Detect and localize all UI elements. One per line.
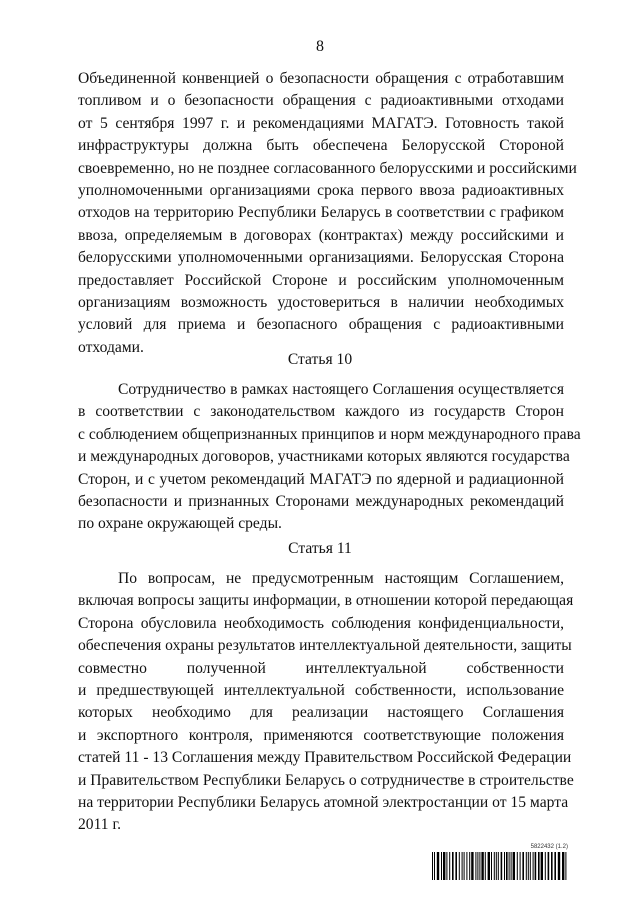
text-line: предоставляет Российской Стороне и российским уполномоченным [78,271,564,289]
text-line: с соблюдением общепризнанных принципов и норм международного права [78,425,581,443]
text-line: и международных договоров, участниками которых являются государства [78,448,570,466]
text-line: безопасности и признанных Сторонами международных рекомендаций [78,493,564,511]
text-line: уполномоченными организациями срока первого ввоза радиоактивных [78,182,564,200]
text-line: от 5 сентября 1997 г. и рекомендациями МАГАТЭ. Готовность такой [78,114,564,132]
text-line: ввоза, определяемым в договорах (контрактах) между российскими и [78,226,564,244]
text-line: и экспортного контроля, применяются соответствующие положения [78,726,564,744]
article-11-heading: Статья 11 [288,540,352,557]
page-number: 8 [316,38,324,55]
text-line: и предшествующей интеллектуальной собственности, использование [78,682,564,700]
text-line: 2011 г. [78,816,122,834]
text-line: отходами. [78,338,144,356]
text-line: инфраструктуры должна быть обеспечена Белорусской Стороной [78,137,564,155]
text-line: топливом и о безопасности обращения с радиоактивными отходами [78,92,564,110]
text-line: организациям возможность удостовериться в наличии необходимых [78,294,564,312]
text-line: в соответствии с законодательством каждого из государств Сторон [78,403,564,421]
text-line: условий для приема и безопасного обращения с радиоактивными [78,316,564,334]
text-line: своевременно, но не позднее согласованного белорусскими и российскими [78,159,577,177]
article-10-heading: Статья 10 [287,351,353,368]
text-line: Объединенной конвенцией о безопасности обращения с отработавшим [78,70,564,87]
text-line: Сторона обусловила необходимость соблюдения конфиденциальности, [78,614,564,632]
text-line: По вопросам, не предусмотренным настоящим Соглашением, [118,570,564,587]
text-line: и Правительством Республики Беларусь о сотрудничестве в строительстве [78,771,574,789]
text-line: совместно полученной интеллектуальной собственности [78,659,564,677]
text-line: белорусскими уполномоченными организациями. Белорусская Сторона [78,249,564,267]
text-line: на территории Республики Беларусь атомной электростанции от 15 марта [78,794,569,812]
article-10-body [78,379,581,536]
text-line: статей 11 - 13 Соглашения между Правительством Российской Федерации [78,749,572,767]
article-11-body [78,568,574,837]
text-line: Сотрудничество в рамках настоящего Соглашения осуществляется [118,381,564,398]
text-line: по охране окружающей среды. [78,515,282,533]
barcode-caption: 5822432 (1.2) [530,844,568,850]
text-line: отходов на территорию Республики Беларусь в соответствии с графиком [78,204,564,222]
text-line: которых необходимо для реализации настоящего Соглашения [78,704,564,722]
text-line: Сторон, и с учетом рекомендаций МАГАТЭ по ядерной и радиационной [78,470,564,488]
text-line: включая вопросы защиты информации, в отношении которой передающая [78,592,574,610]
text-line: обеспечения охраны результатов интеллектуальной деятельности, защиты [78,637,572,655]
barcode-icon [432,852,568,880]
paragraph-continuation [78,68,577,359]
